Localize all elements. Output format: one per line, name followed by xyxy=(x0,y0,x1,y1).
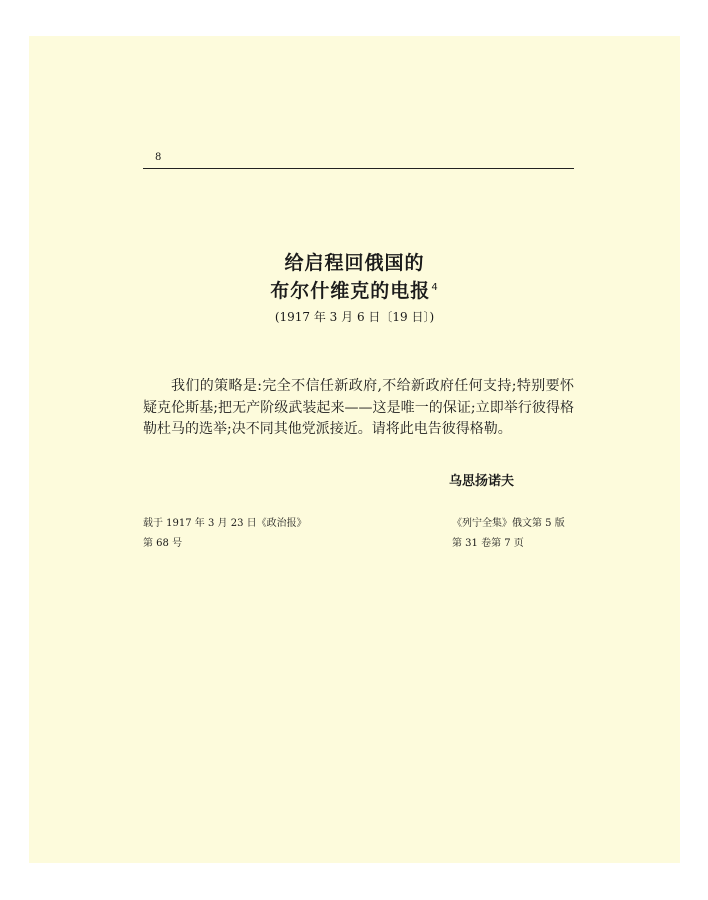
title-line-2 xyxy=(29,276,680,303)
source-right-line-2: 第 31 卷第 7 页 xyxy=(452,538,524,549)
title-line-1 xyxy=(29,248,680,275)
date-line: (1917 年 3 月 6 日〔19 日〕) xyxy=(274,310,435,324)
body-paragraph: 我们的策略是:完全不信任新政府,不给新政府任何支持;特别要怀疑克伦斯基;把无产阶级武装起来——这是唯一的保证;立即举行彼得格勒杜马的选举;决不同其他党派接近。请将此电告彼得格勒。 xyxy=(143,378,574,437)
page-number: 8 xyxy=(155,152,162,163)
title-text-1: 给启程回俄国的 xyxy=(284,252,425,274)
source-left-line-1: 载于 1917 年 3 月 23 日《政治报》 xyxy=(143,518,307,529)
signature: 乌思扬诺夫 xyxy=(449,474,515,489)
source-right xyxy=(452,514,565,554)
footnote-marker: 4 xyxy=(431,281,439,293)
document-page xyxy=(29,36,680,863)
source-left-line-2: 第 68 号 xyxy=(143,538,183,549)
header-rule xyxy=(143,168,574,169)
source-left xyxy=(143,514,307,554)
title-text-2: 布尔什维克的电报 xyxy=(270,280,431,302)
source-right-line-1: 《列宁全集》俄文第 5 版 xyxy=(452,518,565,529)
